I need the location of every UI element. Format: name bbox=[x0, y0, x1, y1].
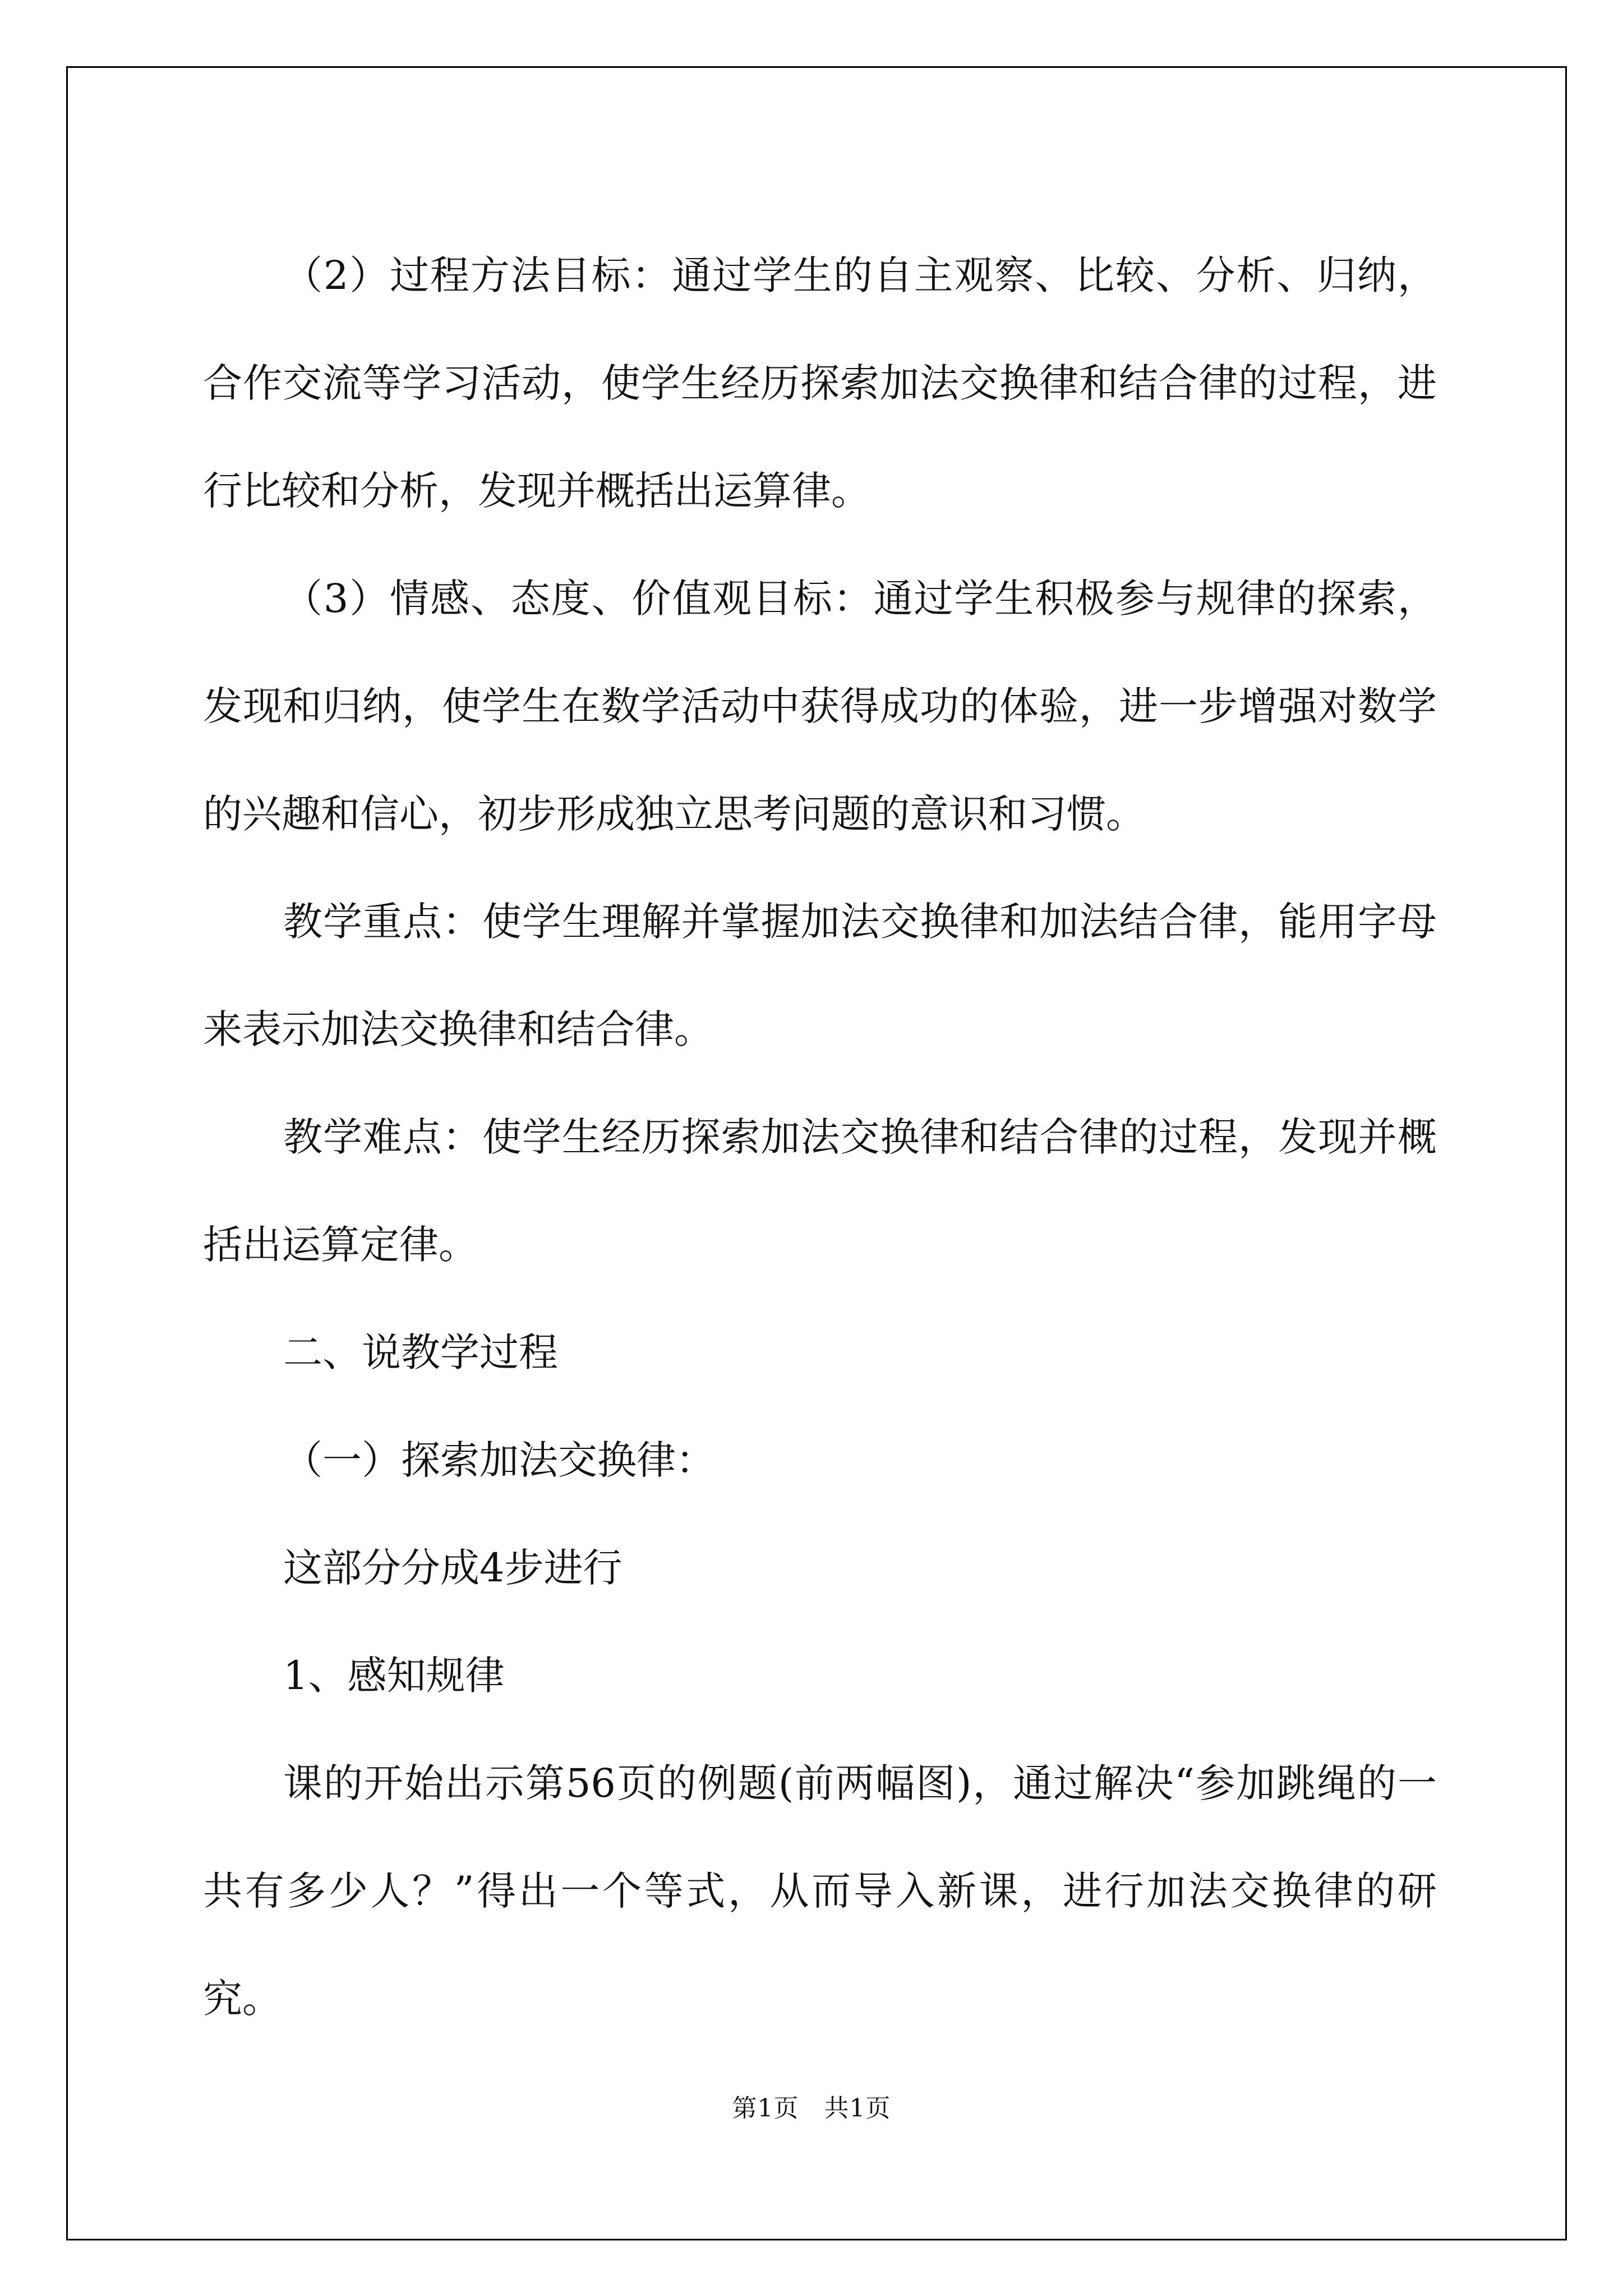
paragraph-key-point: 教学重点：使学生理解并掌握加法交换律和加法结合律，能用字母来表示加法交换律和结合律。 bbox=[203, 899, 1437, 1052]
paragraph-difficulty: 教学难点：使学生经历探索加法交换律和结合律的过程，发现并概括出运算定律。 bbox=[203, 1114, 1437, 1268]
subsection-heading-commutative-law: （一）探索加法交换律： bbox=[283, 1437, 715, 1483]
paragraph-steps-intro: 这部分分成4步进行 bbox=[283, 1545, 623, 1591]
paragraph-emotion-goal: （3）情感、态度、价值观目标：通过学生积极参与规律的探索，发现和归纳，使学生在数学活动中获得成功的体验，进一步增强对数学的兴趣和信心，初步形成独立思考问题的意识和习惯。 bbox=[203, 576, 1437, 837]
document-body bbox=[203, 222, 1437, 2053]
paragraph-process-goal: （2）过程方法目标：通过学生的自主观察、比较、分析、归纳，合作交流等学习活动，使学生经历探索加法交换律和结合律的过程，进行比较和分析，发现并概括出运算律。 bbox=[203, 252, 1437, 514]
section-heading-teaching-process: 二、说教学过程 bbox=[283, 1329, 558, 1375]
paragraph-lesson-start: 课的开始出示第56页的例题(前两幅图)，通过解决“参加跳绳的一共有多少人？”得出一个等式，从而导入新课，进行加法交换律的研究。 bbox=[203, 1760, 1437, 2022]
page-number-footer: 第1页 共1页 bbox=[732, 2094, 891, 2123]
step-heading-perceive-rule: 1、感知规律 bbox=[283, 1653, 505, 1699]
